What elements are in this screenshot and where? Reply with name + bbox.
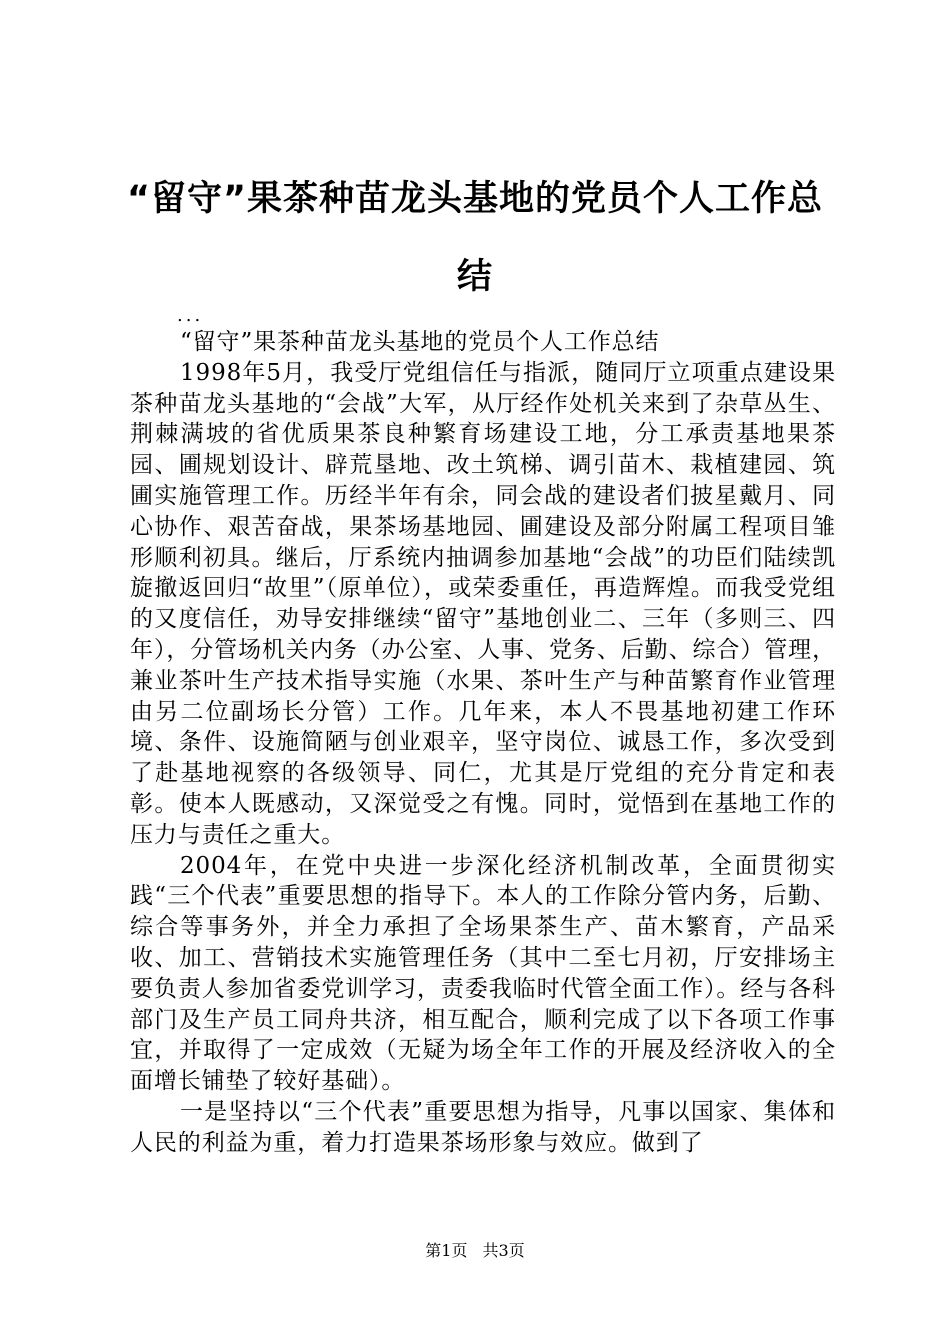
document-body bbox=[130, 327, 836, 1159]
subtitle-paragraph: “留守”果茶种苗龙头基地的党员个人工作总结 bbox=[180, 329, 660, 355]
ellipsis-marker: ... bbox=[177, 305, 204, 326]
page-footer bbox=[0, 1240, 950, 1262]
body-paragraph: 1998年5月，我受厅党组信任与指派，随同厅立项重点建设果茶种苗龙头基地的“会战”大军，从厅经作处机关来到了杂草丛生、荆棘满坡的省优质果茶良种繁育场建设工地，分工承责基地果茶园、圃规划设计、辟荒垦地、改土筑梯、调引苗木、栽植建园、筑圃实施管理工作。历经半年有余，同会战的建设者们披星戴月、同心协作、艰苦奋战，果茶场基地园、圃建设及部分附属工程项目雏形顺利初具。继后，厅系统内抽调参加基地“会战”的功臣们陆续凯旋撤返回归“故里”（原单位），或荣委重任，再造辉煌。而我受党组的又度信任，劝导安排继续“留守”基地创业二、三年（多则三、四年），分管场机关内务（办公室、人事、党务、后勤、综合）管理，兼业茶叶生产技术指导实施（水果、茶叶生产与种苗繁育作业管理由另二位副场长分管）工作。几年来，本人不畏基地初建工作环境、条件、设施简陋与创业艰辛，坚守岗位、诚恳工作，多次受到了赴基地视察的各级领导、同仁，尤其是厅党组的充分肯定和表彰。使本人既感动，又深觉受之有愧。同时，觉悟到在基地工作的压力与责任之重大。 bbox=[130, 359, 836, 848]
body-paragraph: 一是坚持以“三个代表”重要思想为指导，凡事以国家、集体和人民的利益为重，着力打造果茶场形象与效应。做到了 bbox=[130, 1098, 836, 1156]
body-paragraph: 2004年，在党中央进一步深化经济机制改革，全面贯彻实践“三个代表”重要思想的指导下。本人的工作除分管内务，后勤、综合等事务外，并全力承担了全场果茶生产、苗木繁育，产品采收、加工、营销技术实施管理任务（其中二至七月初，厅安排场主要负责人参加省委党训学习，责委我临时代管全面工作）。经与各科部门及生产员工同舟共济，相互配合，顺利完成了以下各项工作事宜，并取得了一定成效（无疑为场全年工作的开展及经济收入的全面增长铺垫了较好基础）。 bbox=[130, 852, 836, 1095]
page-number: 第1页 bbox=[425, 1241, 468, 1260]
document-title: “留守”果茶种苗龙头基地的党员个人工作总结 bbox=[126, 179, 823, 297]
page-total: 共3页 bbox=[482, 1241, 525, 1260]
